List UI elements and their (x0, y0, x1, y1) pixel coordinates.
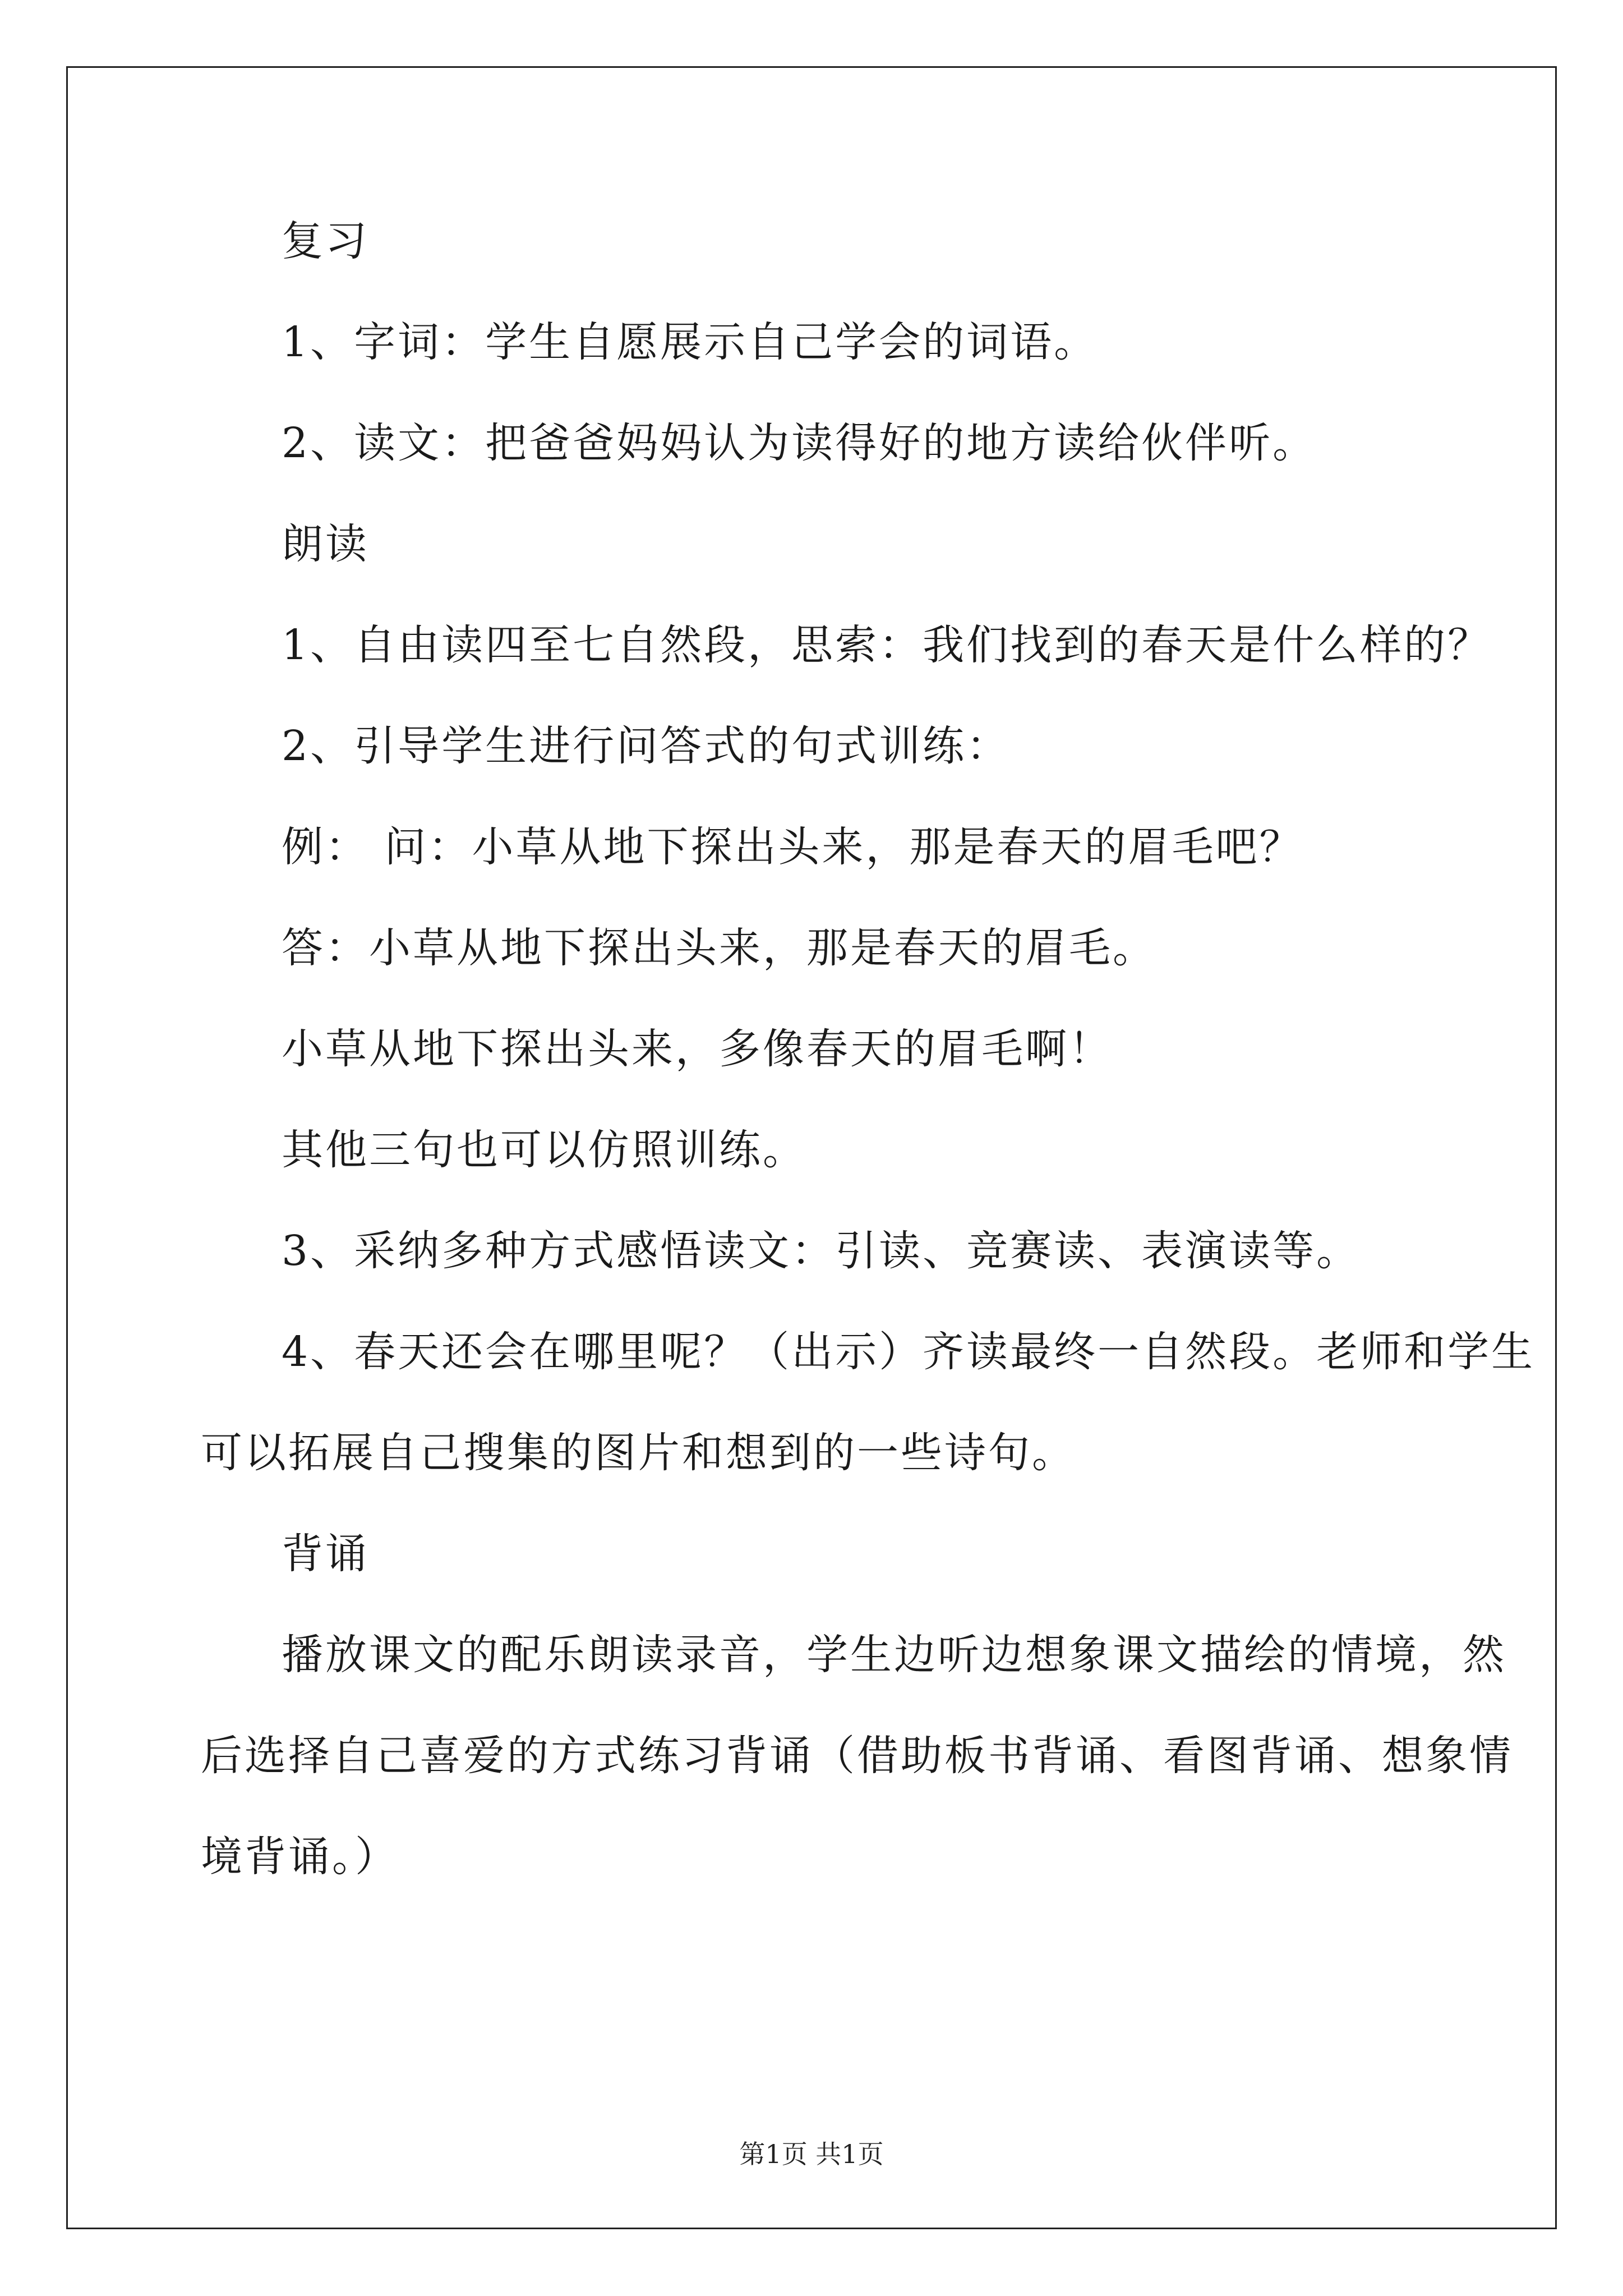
heading-reading: 朗读 (282, 520, 369, 568)
paragraph-line: 例： 问：小草从地下探出头来，那是春天的眉毛吧？ (282, 823, 1303, 871)
paragraph-line: 2、读文：把爸爸妈妈认为读得好的地方读给伙伴听。 (282, 419, 1317, 467)
paragraph-line: 后选择自己喜爱的方式练习背诵（借助板书背诵、看图背诵、想象情 (201, 1732, 1513, 1780)
page-footer: 第1页 共1页 (739, 2139, 884, 2169)
paragraph-line: 2、引导学生进行问答式的句式训练： (282, 722, 1011, 770)
paragraph-line: 1、字词：学生自愿展示自己学会的词语。 (282, 318, 1098, 366)
paragraph-line: 小草从地下探出头来，多像春天的眉毛啊！ (282, 1025, 1113, 1073)
paragraph-line: 4、春天还会在哪里呢？（出示）齐读最终一自然段。老师和学生 (282, 1328, 1536, 1376)
paragraph-line: 播放课文的配乐朗读录音，学生边听边想象课文描绘的情境，然 (282, 1631, 1506, 1679)
paragraph-line: 3、采纳多种方式感悟读文：引读、竞赛读、表演读等。 (282, 1227, 1361, 1275)
paragraph-line: 境背诵。） (201, 1833, 399, 1881)
heading-recite: 背诵 (282, 1530, 369, 1578)
paragraph-line: 其他三句也可以仿照训练。 (282, 1126, 806, 1174)
paragraph-line: 可以拓展自己搜集的图片和想到的一些诗句。 (201, 1429, 1076, 1477)
paragraph-line: 答：小草从地下探出头来，那是春天的眉毛。 (282, 924, 1156, 972)
paragraph-line: 1、自由读四至七自然段，思索：我们找到的春天是什么样的？ (282, 621, 1492, 669)
heading-review: 复习 (282, 217, 369, 265)
